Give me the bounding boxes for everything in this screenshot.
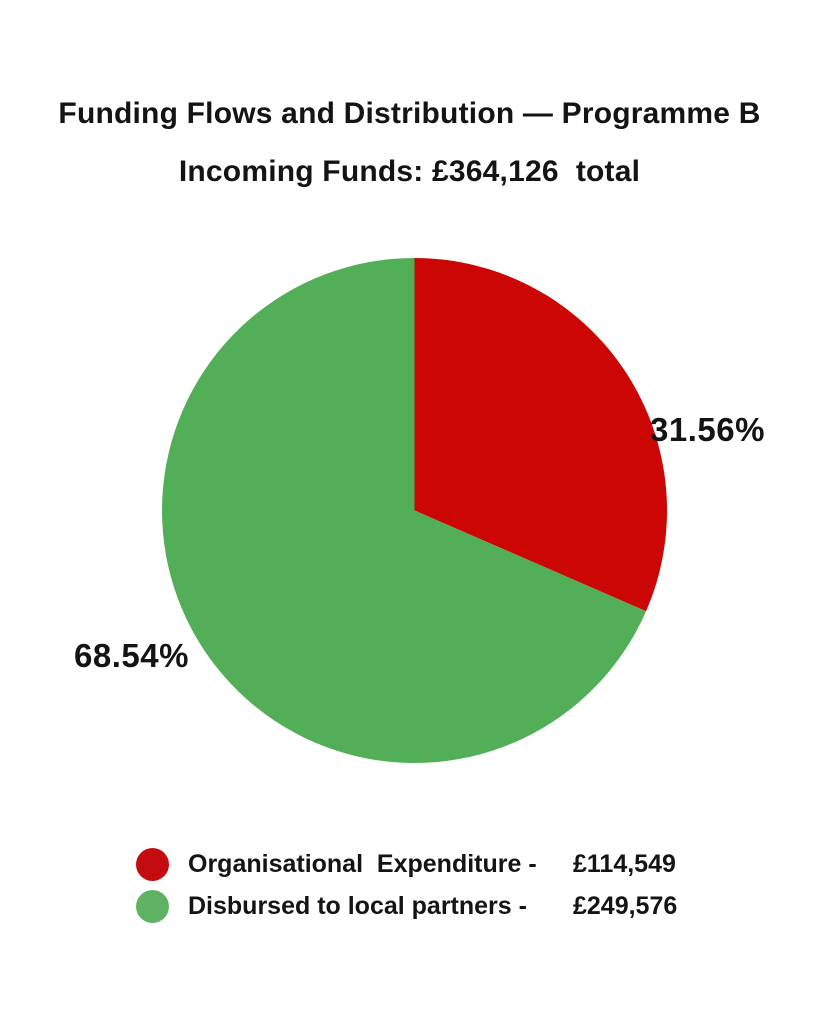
pie-chart-svg <box>162 258 667 763</box>
pie-slice-label-disbursed-to-local-partners-pct: 68.54% <box>74 637 189 674</box>
legend-dot-green-icon <box>136 890 169 923</box>
legend-value-organisational-expenditure: £114,549 <box>573 849 676 878</box>
pie-slice-label-organisational-expenditure-pct: 31.56% <box>650 411 765 448</box>
legend-label-organisational-expenditure: Organisational Expenditure - <box>188 849 537 878</box>
legend <box>136 843 677 927</box>
chart-title: Funding Flows and Distribution — Programme B <box>58 97 761 130</box>
legend-item-organisational-expenditure <box>136 843 677 885</box>
pie-chart <box>162 258 667 763</box>
chart-subtitle: Incoming Funds: £364,126 total <box>178 155 641 188</box>
legend-label-disbursed-to-local-partners: Disbursed to local partners - <box>188 891 527 920</box>
legend-item-disbursed-to-local-partners <box>136 885 677 927</box>
legend-dot-red-icon <box>136 848 169 881</box>
legend-value-disbursed-to-local-partners: £249,576 <box>573 891 678 920</box>
